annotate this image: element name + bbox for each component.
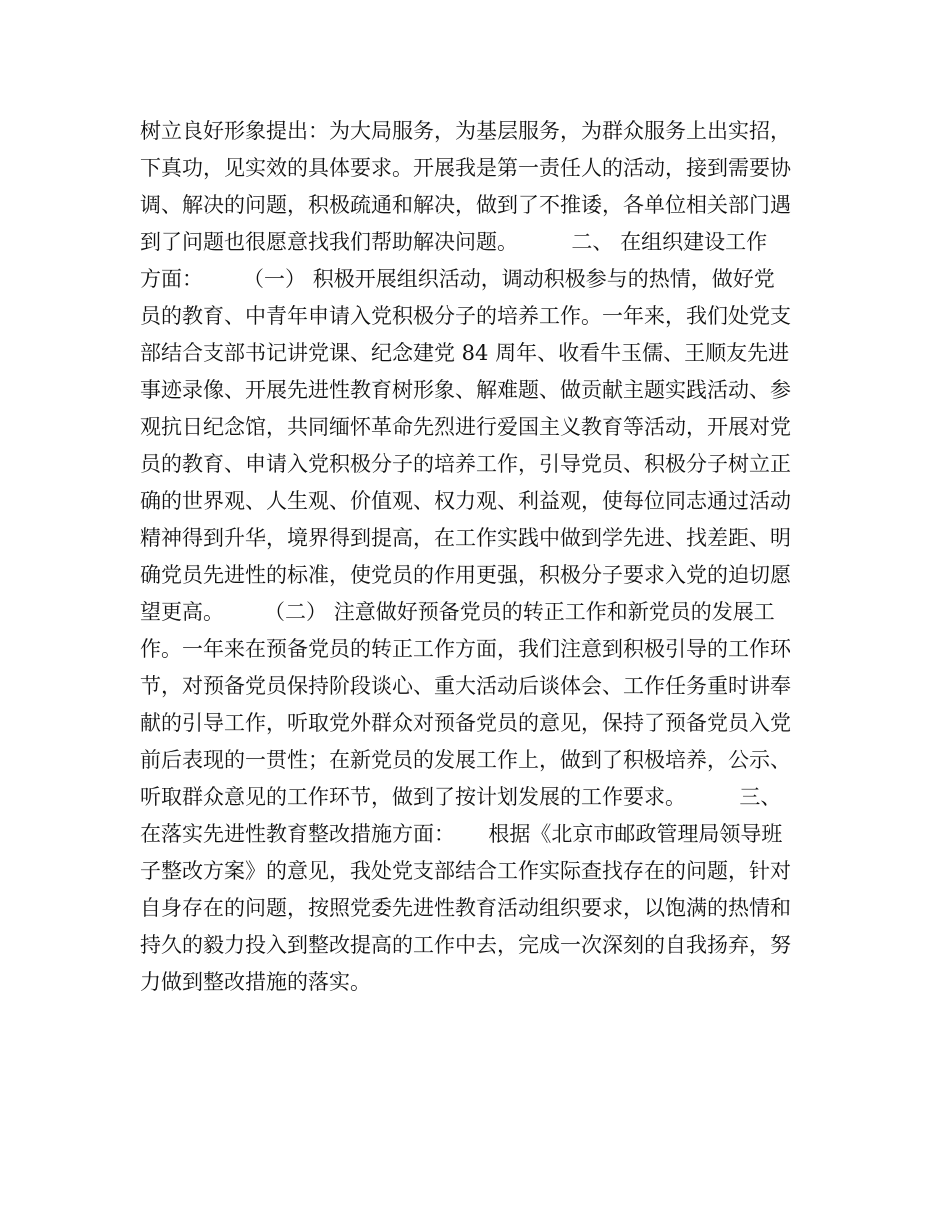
text-line: 在落实先进性教育整改措施方面： 根据《北京市邮政管理局领导班 [140,822,783,846]
text-line: 节，对预备党员保持阶段谈心、重大活动后谈体会、工作任务重时讲奉 [140,674,791,698]
text-line: 持久的毅力投入到整改提高的工作中去，完成一次深刻的自我扬弃，努 [140,933,791,957]
text-line: 精神得到升华，境界得到提高，在工作实践中做到学先进、找差距、明 [140,526,791,550]
text-line: 子整改方案》的意见，我处党支部结合工作实际查找存在的问题，针对 [140,859,791,883]
text-line: 听取群众意见的工作环节，做到了按计划发展的工作要求。 三、 [140,785,782,809]
text-line: 观抗日纪念馆，共同缅怀革命先烈进行爱国主义教育等活动，开展对党 [140,415,791,439]
text-line: 调、解决的问题，积极疏通和解决，做到了不推诿，各单位相关部门遇 [140,193,791,217]
text-line: 力做到整改措施的落实。 [140,970,371,994]
text-line: 前后表现的一贯性；在新党员的发展工作上，做到了积极培养，公示、 [140,748,791,772]
text-line: 部结合支部书记讲党课、纪念建党 84 周年、收看牛玉儒、王顺友先进 [140,341,790,365]
text-line: 作。一年来在预备党员的转正工作方面，我们注意到积极引导的工作环 [140,637,791,661]
body-text [140,113,820,1001]
text-line: 自身存在的问题，按照党委先进性教育活动组织要求，以饱满的热情和 [140,896,791,920]
text-line: 望更高。 （二） 注意做好预备党员的转正工作和新党员的发展工 [140,600,775,624]
text-line: 确的世界观、人生观、价值观、权力观、利益观，使每位同志通过活动 [140,489,791,513]
text-line: 献的引导工作，听取党外群众对预备党员的意见，保持了预备党员入党 [140,711,791,735]
text-line: 下真功，见实效的具体要求。开展我是第一责任人的活动，接到需要协 [140,156,791,180]
text-line: 事迹录像、开展先进性教育树形象、解难题、做贡献主题实践活动、参 [140,378,791,402]
text-line: 到了问题也很愿意找我们帮助解决问题。 二、 在组织建设工作 [140,230,768,254]
text-line: 方面： （一） 积极开展组织活动，调动积极参与的热情，做好党 [140,267,775,291]
text-line: 员的教育、申请入党积极分子的培养工作，引导党员、积极分子树立正 [140,452,791,476]
text-line: 员的教育、中青年申请入党积极分子的培养工作。一年来，我们处党支 [140,304,791,328]
text-line: 确党员先进性的标准，使党员的作用更强，积极分子要求入党的迫切愿 [140,563,791,587]
text-line: 树立良好形象提出：为大局服务，为基层服务，为群众服务上出实招， [140,119,791,143]
